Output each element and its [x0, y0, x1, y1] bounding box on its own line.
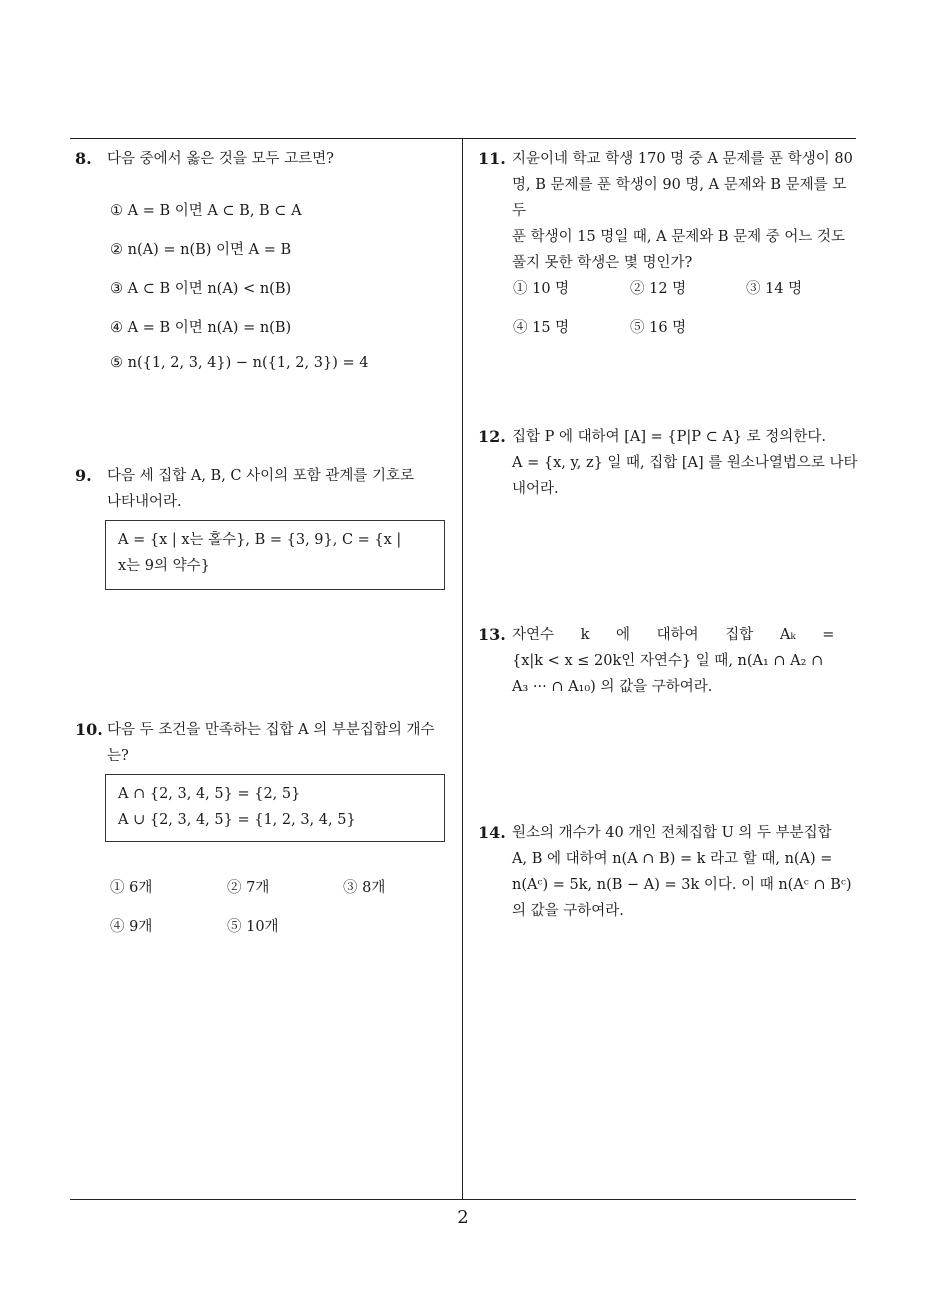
- question-12: [478, 424, 858, 502]
- question-text-line-1: 원소의 개수가 40 개인 전체집합 U 의 두 부분집합: [512, 825, 832, 841]
- option-5[interactable]: ⑤ 10개: [227, 919, 279, 935]
- option-5[interactable]: ⑤ 16 명: [630, 320, 687, 336]
- option-3[interactable]: ③ 8개: [343, 880, 386, 896]
- top-rule: [70, 138, 856, 139]
- question-text-line-1: 다음 두 조건을 만족하는 집합 A 의 부분집합의 개수: [107, 722, 435, 738]
- question-text-line-2: A = {x, y, z} 일 때, 집합 [A] 를 원소나열법으로 나타: [512, 455, 858, 471]
- box-line-1: A ∩ {2, 3, 4, 5} = {2, 5}: [118, 786, 301, 802]
- question-number: 9.: [75, 466, 92, 485]
- option-5[interactable]: ⑤ n({1, 2, 3, 4}) − n({1, 2, 3}) = 4: [110, 355, 369, 371]
- question-text-line-1: 집합 P 에 대하여 [A] = {P|P ⊂ A} 로 정의한다.: [512, 429, 826, 445]
- question-text: 다음 중에서 옳은 것을 모두 고르면?: [107, 151, 334, 167]
- question-text-line-1: 자연수 k 에 대하여 집합 Aₖ =: [512, 627, 835, 643]
- question-text-line-2: {x|k < x ≤ 20k인 자연수} 일 때, n(A₁ ∩ A₂ ∩: [512, 653, 824, 669]
- question-text-line-2: A, B 에 대하여 n(A ∩ B) = k 라고 할 때, n(A) =: [512, 851, 833, 867]
- question-text-line-1: 지윤이네 학교 학생 170 명 중 A 문제를 푼 학생이 80: [512, 151, 853, 167]
- question-text-line-3: n(Aᶜ) = 5k, n(B − A) = 3k 이다. 이 때 n(Aᶜ ∩ Bᶜ): [512, 877, 852, 893]
- question-10-condition-box: [105, 774, 445, 842]
- option-4[interactable]: ④ 9개: [110, 919, 153, 935]
- question-13: [478, 622, 858, 700]
- option-2[interactable]: ② 7개: [227, 880, 270, 896]
- question-11: [478, 146, 858, 276]
- option-3[interactable]: ③ 14 명: [746, 281, 803, 297]
- option-4[interactable]: ④ A = B 이면 n(A) = n(B): [110, 320, 292, 336]
- question-text-line-2: 나타내어라.: [107, 494, 182, 510]
- question-number: 13.: [478, 625, 506, 644]
- page-number: 2: [457, 1207, 469, 1228]
- option-2[interactable]: ② 12 명: [630, 281, 687, 297]
- question-text-line-4: 풀지 못한 학생은 몇 명인가?: [512, 255, 693, 271]
- option-2[interactable]: ② n(A) = n(B) 이면 A = B: [110, 242, 292, 258]
- question-10: [75, 717, 460, 769]
- question-text-line-3: A₃ ··· ∩ A₁₀) 의 값을 구하여라.: [512, 679, 713, 695]
- question-text-line-3: 푼 학생이 15 명일 때, A 문제와 B 문제 중 어느 것도: [512, 229, 846, 245]
- option-1[interactable]: ① 10 명: [513, 281, 570, 297]
- box-line-2: x는 9의 약수}: [118, 558, 210, 574]
- box-line-1: A = {x | x는 홀수}, B = {3, 9}, C = {x |: [118, 532, 402, 548]
- question-text-line-4: 의 값을 구하여라.: [512, 903, 624, 919]
- column-divider: [462, 138, 463, 1200]
- option-3[interactable]: ③ A ⊂ B 이면 n(A) < n(B): [110, 281, 292, 297]
- question-14: [478, 820, 858, 924]
- question-9: [75, 463, 460, 515]
- question-9-condition-box: [105, 520, 445, 590]
- question-number: 11.: [478, 149, 506, 168]
- question-text-line-3: 내어라.: [512, 481, 559, 497]
- question-number: 10.: [75, 720, 103, 739]
- box-line-2: A ∪ {2, 3, 4, 5} = {1, 2, 3, 4, 5}: [118, 812, 356, 828]
- question-number: 8.: [75, 149, 92, 168]
- option-4[interactable]: ④ 15 명: [513, 320, 570, 336]
- question-number: 12.: [478, 427, 506, 446]
- bottom-rule: [70, 1199, 856, 1200]
- question-8: [75, 146, 460, 172]
- question-number: 14.: [478, 823, 506, 842]
- question-text-line-1: 다음 세 집합 A, B, C 사이의 포함 관계를 기호로: [107, 468, 415, 484]
- question-text-line-2: 는?: [107, 748, 129, 764]
- option-1[interactable]: ① 6개: [110, 880, 153, 896]
- option-1[interactable]: ① A = B 이면 A ⊂ B, B ⊂ A: [110, 203, 302, 219]
- question-text-line-2: 명, B 문제를 푼 학생이 90 명, A 문제와 B 문제를 모두: [512, 177, 847, 219]
